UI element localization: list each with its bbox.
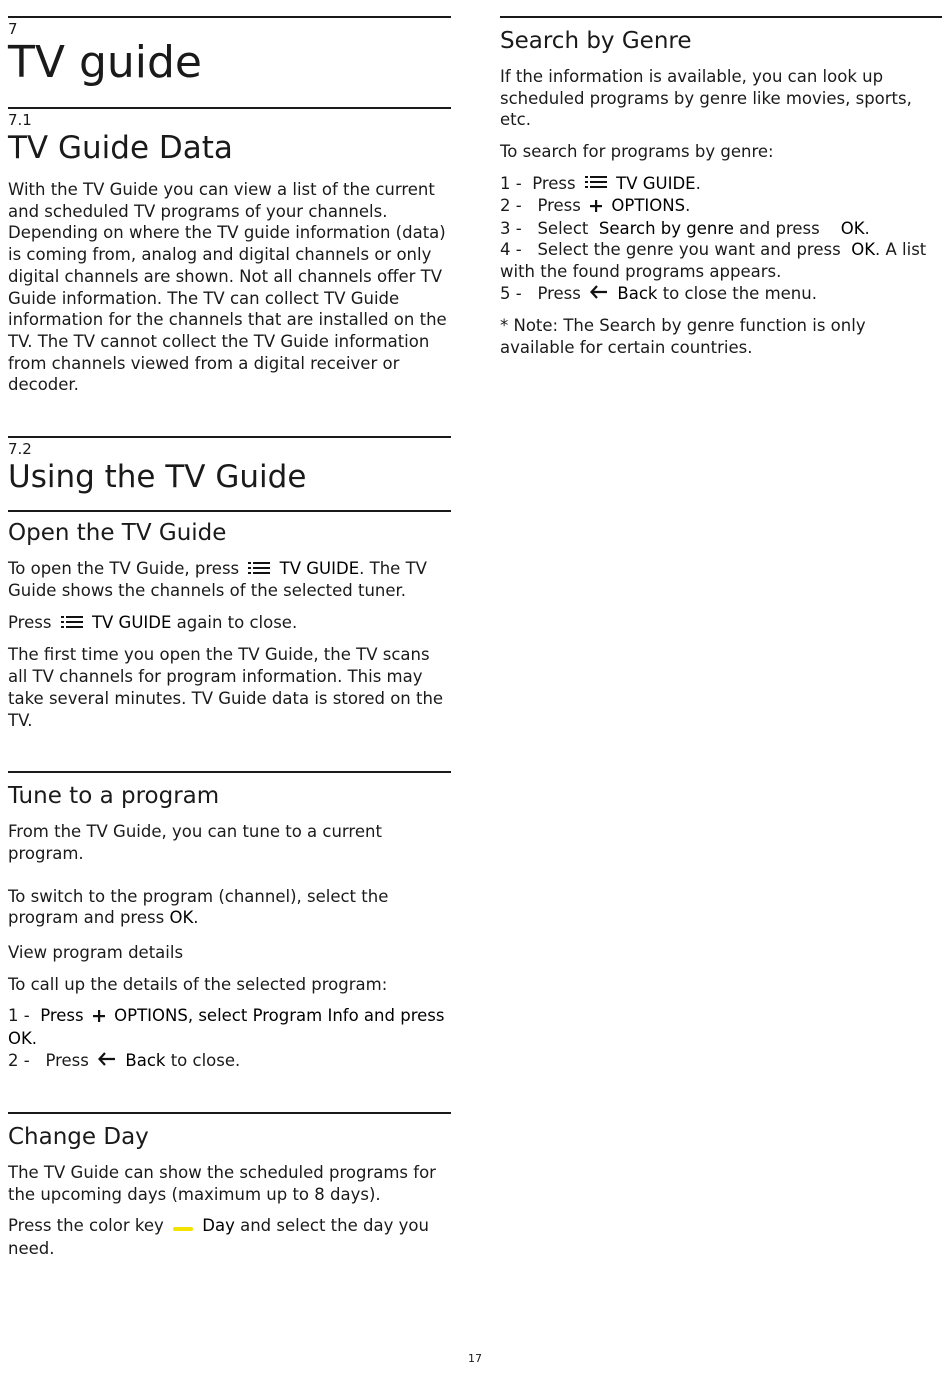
genre-p2: To search for programs by genre:	[500, 142, 774, 162]
tune-rule	[8, 771, 451, 773]
tv-guide-key-label: TV GUIDE	[616, 173, 696, 193]
step-number: 2 -	[8, 1050, 30, 1070]
genre-step-5	[500, 283, 942, 305]
step-press: Press	[40, 1006, 84, 1026]
section-7-2-rule	[8, 436, 451, 438]
genre-step-1	[500, 173, 942, 195]
chapter-rule	[8, 16, 451, 18]
back-arrow-icon	[590, 283, 608, 305]
change-day-rule	[8, 1112, 451, 1114]
back-arrow-icon	[98, 1050, 116, 1072]
open-p1-text: To open the TV Guide, press	[8, 559, 240, 579]
tune-p2-post: .	[193, 908, 199, 928]
genre-step-3	[500, 218, 942, 240]
section-7-2-number: 7.2	[8, 440, 32, 459]
section-7-1-body: With the TV Guide you can view a list of the current and scheduled TV programs of your channels. Depending on where the TV guide information (data) is coming from, analog and digital channels or only digital channels are shown. Not all channels offer TV Guide information. The TV can collect TV Guide information for the channels that are installed on the TV. The TV cannot collect the TV Guide information from channels viewed from a digital receiver or decoder.	[8, 180, 447, 395]
step-post: to close the menu.	[657, 283, 817, 303]
section-7-1-title: TV Guide Data	[8, 130, 233, 166]
change-day-post: and select the day you need.	[8, 1216, 429, 1258]
yellow-key-icon	[173, 1216, 193, 1238]
genre-rule	[500, 16, 942, 18]
step-press: Press	[532, 173, 576, 193]
genre-note: * Note: The Search by genre function is only available for certain countries.	[500, 315, 866, 357]
tune-p2-text: To switch to the program (channel), select the program and press	[8, 886, 389, 928]
tune-step-2	[8, 1050, 451, 1072]
section-7-2-title: Using the TV Guide	[8, 459, 307, 496]
ok-key-label: OK	[840, 218, 865, 238]
step-number: 2 -	[500, 196, 522, 216]
open-p2-post: again to close.	[171, 613, 298, 633]
genre-step-4	[500, 239, 942, 282]
step-number: 3 -	[500, 218, 522, 238]
list-icon	[248, 559, 270, 581]
change-day-p2	[8, 1215, 451, 1259]
tune-step-1	[8, 1005, 451, 1049]
change-day-text: Press the color key	[8, 1216, 164, 1236]
program-info-label: Program Info and press OK.	[8, 1006, 445, 1048]
step-post: .	[695, 173, 701, 193]
chapter-title: TV guide	[8, 37, 203, 88]
step-press: Press	[537, 283, 581, 303]
tune-p3: To call up the details of the selected program:	[8, 974, 388, 994]
step-post: .	[685, 196, 691, 216]
tv-guide-key-label: TV GUIDE	[279, 559, 360, 579]
step-post: .	[864, 218, 870, 238]
list-icon	[585, 173, 607, 195]
tune-p2	[8, 886, 451, 929]
left-column	[8, 0, 451, 1269]
step-press: Press	[537, 196, 581, 216]
right-column	[500, 0, 942, 368]
list-icon	[61, 613, 83, 635]
open-guide-title: Open the TV Guide	[8, 520, 227, 547]
step-select: Select	[537, 218, 589, 238]
genre-p1: If the information is available, you can look up scheduled programs by genre like movies, sports, etc.	[500, 67, 912, 130]
open-p1-post: . The TV Guide shows the channels of the selected tuner.	[8, 559, 427, 601]
ok-key-label: OK	[169, 908, 194, 928]
step-post: . A list with the found programs appears.	[500, 240, 927, 281]
step-text: Select the genre you want and press	[537, 240, 841, 260]
tune-title: Tune to a program	[8, 783, 220, 810]
options-key-label: OPTIONS	[611, 196, 686, 216]
back-key-label: Back	[617, 283, 658, 303]
open-guide-rule	[8, 510, 451, 512]
genre-title: Search by Genre	[500, 28, 692, 54]
plus-icon	[590, 196, 602, 218]
tv-guide-key-label: TV GUIDE	[91, 613, 172, 633]
back-key-label: Back	[125, 1050, 166, 1070]
open-p2-text: Press	[8, 613, 52, 633]
change-day-p1: The TV Guide can show the scheduled programs for the upcoming days (maximum up to 8 days).	[8, 1162, 436, 1204]
genre-step-2	[500, 195, 942, 217]
open-guide-p2	[8, 612, 451, 634]
step-number: 1 -	[8, 1006, 30, 1026]
chapter-number: 7	[8, 20, 18, 38]
step-number: 4 -	[500, 240, 522, 260]
tune-p1: From the TV Guide, you can tune to a current program.	[8, 822, 382, 863]
step-mid: and press	[733, 218, 820, 238]
options-key-label: OPTIONS, select	[114, 1006, 248, 1026]
change-day-title: Change Day	[8, 1123, 149, 1150]
open-guide-p1	[8, 558, 451, 602]
plus-icon	[93, 1006, 105, 1028]
search-by-genre-label: Search by genre	[598, 218, 734, 238]
step-number: 5 -	[500, 283, 522, 303]
open-guide-p3: The first time you open the TV Guide, the TV scans all TV channels for program information. This may take several minutes. TV Guide data is stored on the TV.	[8, 645, 444, 730]
ok-key-label: OK	[851, 240, 876, 260]
step-press: Press	[45, 1050, 89, 1070]
step-post: to close.	[165, 1050, 241, 1070]
page-number: 17	[468, 1352, 482, 1365]
section-7-1-rule	[8, 107, 451, 109]
day-key-label: Day	[202, 1216, 235, 1236]
section-7-1-number: 7.1	[8, 111, 32, 129]
view-details-subheading: View program details	[8, 943, 184, 963]
step-number: 1 -	[500, 173, 522, 193]
